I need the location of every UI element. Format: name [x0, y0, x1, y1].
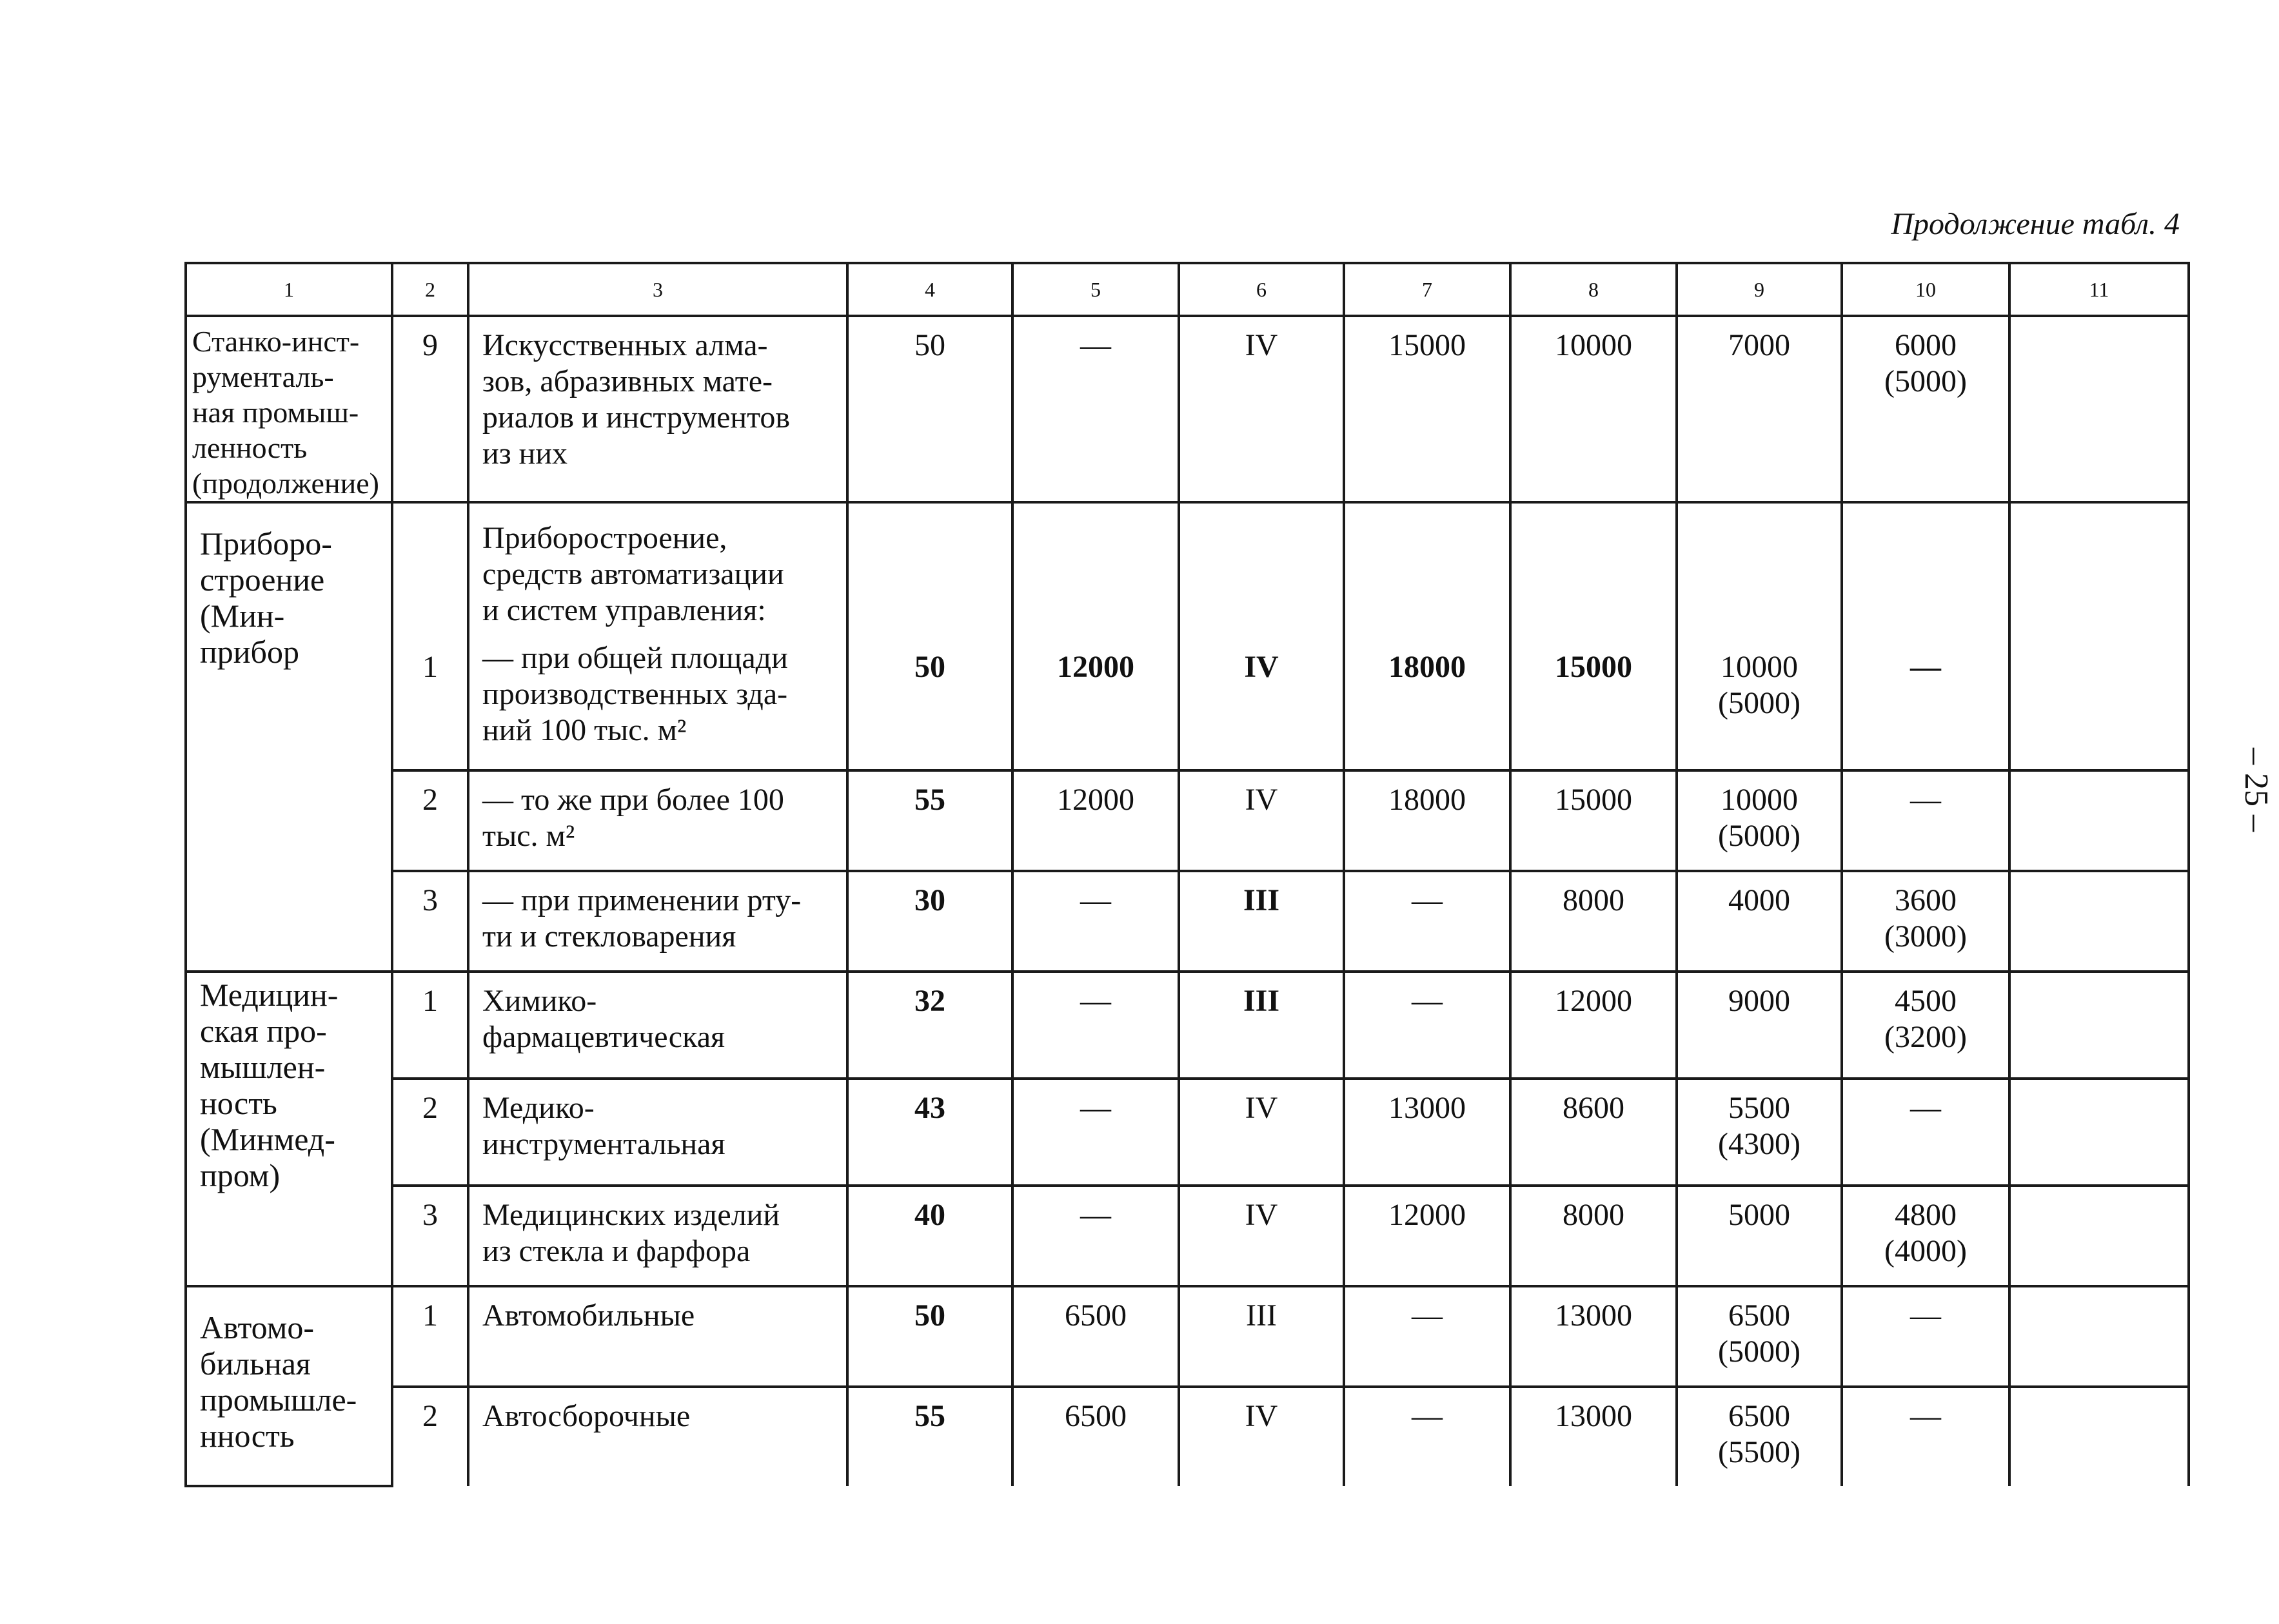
header-cell: 10: [1842, 263, 2009, 316]
header-cell: 7: [1344, 263, 1510, 316]
col4-cell: 30: [847, 871, 1012, 972]
col11-cell: [2009, 972, 2189, 1079]
header-cell: 11: [2009, 263, 2189, 316]
header-cell: 6: [1179, 263, 1344, 316]
col4-cell: 43: [847, 1079, 1012, 1186]
col5-cell: —: [1012, 871, 1179, 972]
col11-cell: [2009, 871, 2189, 972]
col6-cell: III: [1179, 972, 1344, 1079]
table-row: [186, 1387, 2189, 1486]
industry-cell: Медицин- ская про- мышлен- ность (Минмед- пром): [186, 972, 392, 1286]
col9-cell: 5000: [1677, 1186, 1842, 1286]
col9-cell: 5500 (4300): [1677, 1079, 1842, 1186]
header-cell: 3: [468, 263, 847, 316]
col5-cell: —: [1012, 1186, 1179, 1286]
col9-cell: 6500 (5500): [1677, 1387, 1842, 1486]
col5-cell: 6500: [1012, 1387, 1179, 1486]
industry-cell: Автомо- бильная промышле- нность: [186, 1286, 392, 1486]
col11-cell: [2009, 1079, 2189, 1186]
col4-cell: 40: [847, 1186, 1012, 1286]
production-name-cell: — при применении рту- ти и стекловарения: [468, 871, 847, 972]
row-number-cell: 2: [392, 1079, 468, 1186]
industry-cell: Станко-инст- рументаль- ная промыш- ленность (продолжение): [186, 316, 392, 502]
col11-cell: [2009, 770, 2189, 871]
col7-cell: —: [1344, 972, 1510, 1079]
table-row: [186, 871, 2189, 972]
industry-cell: Приборо- строение (Мин- прибор: [186, 502, 392, 972]
col8-cell: 13000: [1510, 1387, 1677, 1486]
col10-cell: —: [1842, 1286, 2009, 1387]
col8-cell: 15000: [1510, 770, 1677, 871]
col5-cell: 12000: [1012, 502, 1179, 770]
col10-cell: —: [1842, 1079, 2009, 1186]
col11-cell: [2009, 1186, 2189, 1286]
col10-cell: —: [1842, 1387, 2009, 1486]
col11-cell: [2009, 1286, 2189, 1387]
table-row: [186, 316, 2189, 502]
section-lead-text: Приборостроение, средств автоматизации и систем управления:: [482, 521, 784, 627]
col8-cell: 13000: [1510, 1286, 1677, 1387]
table-row: [186, 972, 2189, 1079]
col7-cell: 13000: [1344, 1079, 1510, 1186]
col7-cell: 12000: [1344, 1186, 1510, 1286]
table-caption: Продолжение табл. 4: [1891, 207, 2180, 241]
production-name-cell: Искусственных алма- зов, абразивных мате- риалов и инструментов из них: [468, 316, 847, 502]
header-cell: 8: [1510, 263, 1677, 316]
col5-cell: —: [1012, 1079, 1179, 1186]
col4-cell: 55: [847, 770, 1012, 871]
col10-cell: 4800 (4000): [1842, 1186, 2009, 1286]
col9-cell: 10000 (5000): [1677, 770, 1842, 871]
row-number-cell: 1: [392, 1286, 468, 1387]
col6-cell: IV: [1179, 1387, 1344, 1486]
table-row: [186, 770, 2189, 871]
col10-cell: 3600 (3000): [1842, 871, 2009, 972]
production-name-cell: — то же при более 100 тыс. м²: [468, 770, 847, 871]
col11-cell: [2009, 316, 2189, 502]
col8-cell: 8600: [1510, 1079, 1677, 1186]
col4-cell: 50: [847, 502, 1012, 770]
production-name-cell: Автомобильные: [468, 1286, 847, 1387]
col6-cell: IV: [1179, 1186, 1344, 1286]
row-number-cell: 1: [392, 502, 468, 770]
col6-cell: III: [1179, 871, 1344, 972]
col8-cell: 12000: [1510, 972, 1677, 1079]
header-cell: 4: [847, 263, 1012, 316]
col9-cell: 7000: [1677, 316, 1842, 502]
production-name-cell: Медико- инструментальная: [468, 1079, 847, 1186]
col11-cell: [2009, 1387, 2189, 1486]
production-name-cell: Медицинских изделий из стекла и фарфора: [468, 1186, 847, 1286]
col7-cell: —: [1344, 871, 1510, 972]
col7-cell: 18000: [1344, 502, 1510, 770]
row-number-cell: 2: [392, 1387, 468, 1486]
col11-cell: [2009, 502, 2189, 770]
header-cell: 2: [392, 263, 468, 316]
production-name-cell: Химико- фармацевтическая: [468, 972, 847, 1079]
col7-cell: 15000: [1344, 316, 1510, 502]
col5-cell: —: [1012, 972, 1179, 1079]
page-number: – 25 –: [2238, 748, 2274, 832]
table-row: [186, 502, 2189, 770]
col6-cell: IV: [1179, 502, 1344, 770]
col4-cell: 55: [847, 1387, 1012, 1486]
production-name-text: — при общей площади производственных зда- ний 100 тыс. м²: [482, 641, 788, 747]
col4-cell: 50: [847, 1286, 1012, 1387]
col8-cell: 15000: [1510, 502, 1677, 770]
col7-cell: 18000: [1344, 770, 1510, 871]
col8-cell: 8000: [1510, 1186, 1677, 1286]
row-number-cell: 3: [392, 871, 468, 972]
col6-cell: III: [1179, 1286, 1344, 1387]
row-number-cell: 1: [392, 972, 468, 1079]
col5-cell: —: [1012, 316, 1179, 502]
col6-cell: IV: [1179, 316, 1344, 502]
col5-cell: 6500: [1012, 1286, 1179, 1387]
col8-cell: 10000: [1510, 316, 1677, 502]
col9-cell: 4000: [1677, 871, 1842, 972]
col4-cell: 32: [847, 972, 1012, 1079]
row-number-cell: 2: [392, 770, 468, 871]
row-number-cell: 9: [392, 316, 468, 502]
col4-cell: 50: [847, 316, 1012, 502]
data-table: [184, 262, 2190, 1487]
col7-cell: —: [1344, 1286, 1510, 1387]
col6-cell: IV: [1179, 1079, 1344, 1186]
row-number-cell: 3: [392, 1186, 468, 1286]
col10-cell: —: [1842, 502, 2009, 770]
table-row: [186, 1286, 2189, 1387]
col7-cell: —: [1344, 1387, 1510, 1486]
header-cell: 5: [1012, 263, 1179, 316]
col9-cell: 10000 (5000): [1677, 502, 1842, 770]
header-cell: 9: [1677, 263, 1842, 316]
header-cell: 1: [186, 263, 392, 316]
col10-cell: —: [1842, 770, 2009, 871]
table-row: [186, 1079, 2189, 1186]
col10-cell: 4500 (3200): [1842, 972, 2009, 1079]
col5-cell: 12000: [1012, 770, 1179, 871]
production-name-cell: [468, 502, 847, 770]
production-name-cell: Автосборочные: [468, 1387, 847, 1486]
col9-cell: 6500 (5000): [1677, 1286, 1842, 1387]
table-row: [186, 1186, 2189, 1286]
col8-cell: 8000: [1510, 871, 1677, 972]
col10-cell: 6000 (5000): [1842, 316, 2009, 502]
header-row: [186, 263, 2189, 316]
col6-cell: IV: [1179, 770, 1344, 871]
col9-cell: 9000: [1677, 972, 1842, 1079]
